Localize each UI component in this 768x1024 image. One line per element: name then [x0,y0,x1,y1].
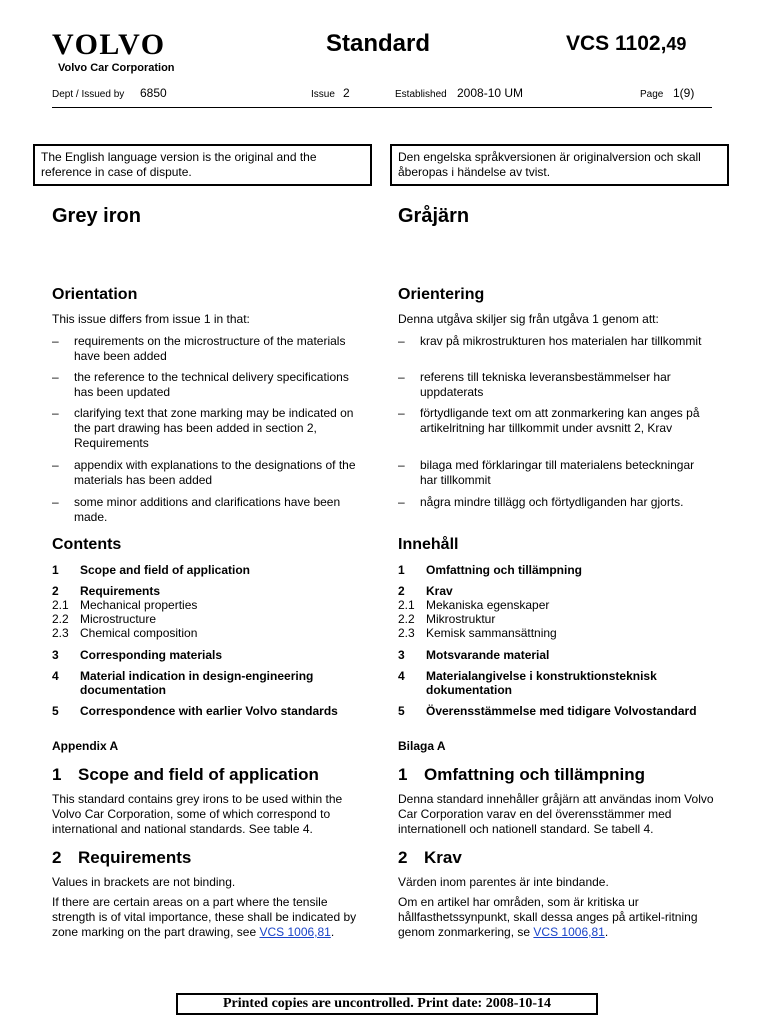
page-value: 1(9) [673,86,695,100]
toc-entry-sv[interactable] [398,598,718,612]
contents-heading-en: Contents [52,536,122,553]
toc-label: Materialangivelse i konstruktionsteknisk dokumentation [426,669,657,697]
orientation-item-en [52,370,372,400]
orientation-item-en [52,495,372,525]
section-title: Omfattning och tillämpning [424,765,645,784]
section2-heading-en [52,848,191,868]
header-divider [52,107,712,108]
notice-box-en: The English language version is the original and the reference in case of dispute. [33,144,372,186]
title-en: Grey iron [52,205,141,227]
orientation-item-text: förtydligande text om att zonmarkering kan anges på artikelritning har tillkommit under avsnitt 2, Krav [420,406,700,435]
orientation-item-text: some minor additions and clarifications have been made. [74,495,341,524]
orientation-item-text: requirements on the microstructure of the materials have been added [74,334,346,363]
orientation-heading-sv: Orientering [398,286,485,303]
orientation-item-sv [398,495,718,525]
bullet-dash: – [52,334,59,348]
section-title: Krav [424,848,462,867]
toc-number: 5 [398,704,405,718]
toc-label: Mechanical properties [80,598,198,612]
toc-entry-sv[interactable] [398,584,718,598]
company-name: Volvo Car Corporation [58,62,175,74]
page-label: Page [640,89,664,100]
section1-heading-sv [398,765,645,785]
toc-entry-en[interactable] [52,563,372,577]
toc-label: Mekaniska egenskaper [426,598,550,612]
toc-label: Requirements [80,584,161,598]
toc-number: 2.2 [52,612,69,626]
toc-label: Material indication in design-engineering documentation [80,669,314,697]
toc-label: Chemical composition [80,626,198,640]
orientation-item-sv [398,334,718,364]
toc-entry-sv[interactable] [398,704,718,732]
toc-label: Scope and field of application [80,563,251,577]
bullet-dash: – [52,495,59,509]
toc-number: 5 [52,704,59,718]
toc-label: Kemisk sammansättning [426,626,557,640]
sentence-end: . [330,925,335,939]
toc-entry-sv[interactable] [398,563,718,577]
print-notice-footer: Printed copies are uncontrolled. Print date: 2008-10-14 [176,993,598,1015]
orientation-item-en [52,334,372,364]
established-value: 2008-10 UM [457,86,524,100]
bullet-dash: – [52,370,59,384]
bullet-dash: – [398,495,405,509]
toc-label: Correspondence with earlier Volvo standards [80,704,338,718]
toc-entry-sv[interactable] [398,648,718,662]
appendix-label-sv: Bilaga A [398,739,446,753]
toc-label: Krav [426,584,453,598]
toc-entry-sv[interactable] [398,669,718,697]
toc-entry-en[interactable] [52,648,372,662]
orientation-intro-sv: Denna utgåva skiljer sig från utgåva 1 genom att: [398,312,659,326]
document-number-base: VCS 1102, [566,32,667,55]
title-sv: Gråjärn [398,205,470,227]
toc-number: 2.3 [52,626,69,640]
toc-number: 2 [52,584,59,598]
dept-label: Dept / Issued by [52,89,125,100]
bullet-dash: – [398,458,405,472]
toc-number: 3 [52,648,59,662]
orientation-item-sv [398,458,718,488]
section2-p2-en [52,895,368,940]
orientation-item-en [52,458,372,488]
toc-number: 4 [52,669,59,683]
toc-number: 2.2 [398,612,415,626]
bullet-dash: – [398,406,405,420]
toc-number: 4 [398,669,405,683]
toc-number: 2 [398,584,405,598]
toc-entry-sv[interactable] [398,612,718,626]
toc-number: 2.1 [398,598,415,612]
dept-value: 6850 [140,86,167,100]
section2-p2-sv [398,895,714,940]
vcs-reference-link[interactable]: VCS 1006,81 [259,925,331,939]
document-number [566,32,686,56]
issue-label: Issue [311,89,335,100]
appendix-label-en: Appendix A [52,739,119,753]
notice-box-sv: Den engelska språkversionen är originalversion och skall åberopas i händelse av tvist. [390,144,729,186]
section-title: Requirements [78,848,192,867]
toc-number: 3 [398,648,405,662]
toc-number: 2.1 [52,598,69,612]
toc-number: 2.3 [398,626,415,640]
contents-heading-sv: Innehåll [398,536,459,553]
bullet-dash: – [52,458,59,472]
bullet-dash: – [398,334,405,348]
document-revision: 49 [666,34,687,54]
section-number: 2 [52,848,62,867]
document-type: Standard [326,30,431,57]
section1-text-en: This standard contains grey irons to be used within the Volvo Car Corporation, some of which correspond to international and national standards. See table 4. [52,792,343,836]
section1-heading-en [52,765,319,785]
orientation-item-sv [398,370,718,400]
orientation-item-sv [398,406,718,451]
section2-p2-text: If there are certain areas on a part where the tensile strength is of vital importance, these shall be indicated by zone marking on the part drawing, see [52,895,357,939]
section-title: Scope and field of application [78,765,319,784]
toc-entry-sv[interactable] [398,626,718,640]
established-label: Established [395,89,447,100]
toc-number: 1 [52,563,59,577]
orientation-item-text: clarifying text that zone marking may be indicated on the part drawing has been added in section 2, Requirements [74,406,354,450]
toc-label: Överensstämmelse med tidigare Volvostandard [426,704,697,718]
section2-heading-sv [398,848,462,868]
section2-p1-sv: Värden inom parentes är inte bindande. [398,875,609,889]
section1-text-sv: Denna standard innehåller gråjärn att användas inom Volvo Car Corporation varav en del överensstämmer med internationell och nationell standard. Se tabell 4. [398,792,714,836]
toc-label: Mikrostruktur [426,612,496,626]
orientation-item-text: krav på mikrostrukturen hos materialen har tillkommit [420,334,702,348]
section-number: 2 [398,848,408,867]
bullet-dash: – [52,406,59,420]
toc-entry-en[interactable] [52,704,372,718]
vcs-reference-link[interactable]: VCS 1006,81 [533,925,605,939]
section-number: 1 [398,765,408,784]
orientation-item-text: referens till tekniska leveransbestämmelser har uppdaterats [420,370,671,399]
section2-p2-text: Om en artikel har områden, som är kritiska ur hållfasthetssynpunkt, skall dessa anges på artikel-ritning genom zonmarkering, se [398,895,698,939]
section2-p1-en: Values in brackets are not binding. [52,875,236,889]
sentence-end: . [604,925,609,939]
bullet-dash: – [398,370,405,384]
toc-entry-en[interactable] [52,598,372,612]
orientation-item-text: appendix with explanations to the designations of the materials has been added [74,458,356,487]
section-number: 1 [52,765,62,784]
toc-number: 1 [398,563,405,577]
orientation-item-text: några mindre tillägg och förtydliganden har gjorts. [420,495,684,509]
issue-value: 2 [343,86,350,100]
orientation-item-text: bilaga med förklaringar till materialens beteckningar har tillkommit [420,458,695,487]
toc-label: Corresponding materials [80,648,223,662]
orientation-heading-en: Orientation [52,286,138,303]
toc-label: Microstructure [80,612,157,626]
toc-label: Motsvarande material [426,648,550,662]
toc-entry-en[interactable] [52,612,372,626]
toc-entry-en[interactable] [52,584,372,598]
orientation-intro-en: This issue differs from issue 1 in that: [52,312,250,326]
orientation-item-en [52,406,372,451]
toc-entry-en[interactable] [52,669,372,697]
volvo-logo: VOLVO [52,28,166,61]
orientation-item-text: the reference to the technical delivery specifications has been updated [74,370,349,399]
toc-label: Omfattning och tillämpning [426,563,582,577]
toc-entry-en[interactable] [52,626,372,640]
